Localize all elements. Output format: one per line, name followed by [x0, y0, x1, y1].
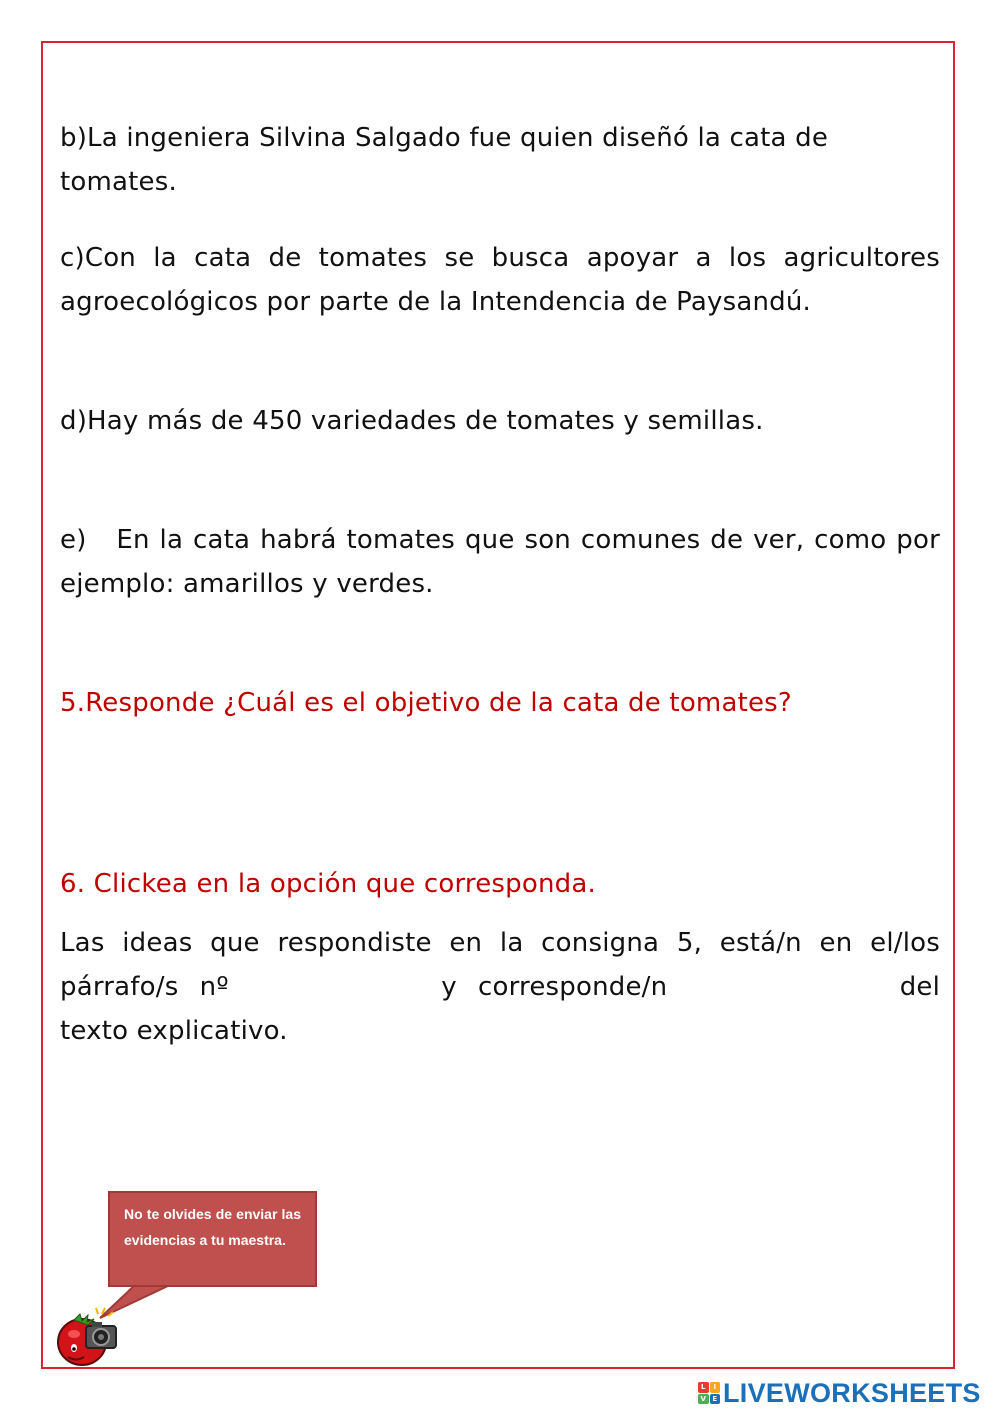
question-6-text-part3: del texto explicativo. [60, 972, 941, 1046]
question-6-prompt: 6. Clickea en la opción que corresponda. [60, 869, 596, 899]
tomato-camera-mascot-icon [52, 1300, 124, 1372]
liveworksheets-wordmark: LIVEWORKSHEETS [723, 1377, 981, 1408]
logo-mark-letter-l: L [698, 1382, 709, 1393]
statement-e-label: e) [60, 525, 87, 555]
statement-e-text: En la cata habrá tomates que son comunes de ver, como por ejemplo: amarillos y verdes. [60, 525, 940, 599]
liveworksheets-mark-icon [698, 1382, 720, 1404]
logo-mark-letter-e: E [710, 1394, 721, 1405]
question-5-answer-area[interactable] [60, 740, 940, 850]
logo-mark-letter-v: V [698, 1394, 709, 1405]
statement-e [60, 518, 940, 606]
question-6-text-part2: y corresponde/n [441, 972, 668, 1002]
statement-c: c)Con la cata de tomates se busca apoyar a los agricultores agroecológicos por parte de la Intendencia de Paysandú. [60, 243, 940, 317]
question-6-sentence [60, 921, 940, 1053]
liveworksheets-logo [698, 1378, 981, 1408]
statement-d: d)Hay más de 450 variedades de tomates y semillas. [60, 406, 764, 436]
question-5-prompt: 5.Responde ¿Cuál es el objetivo de la cata de tomates? [60, 688, 792, 718]
statement-b: b)La ingeniera Silvina Salgado fue quien diseñó la cata de tomates. [60, 123, 829, 197]
reminder-callout: No te olvides de enviar las evidencias a tu maestra. [108, 1191, 317, 1287]
logo-mark-letter-i: I [710, 1382, 721, 1393]
question-6-text-part1: Las ideas que respondiste en la consigna 5, está/n en el/los párrafo/s nº [60, 928, 940, 1002]
